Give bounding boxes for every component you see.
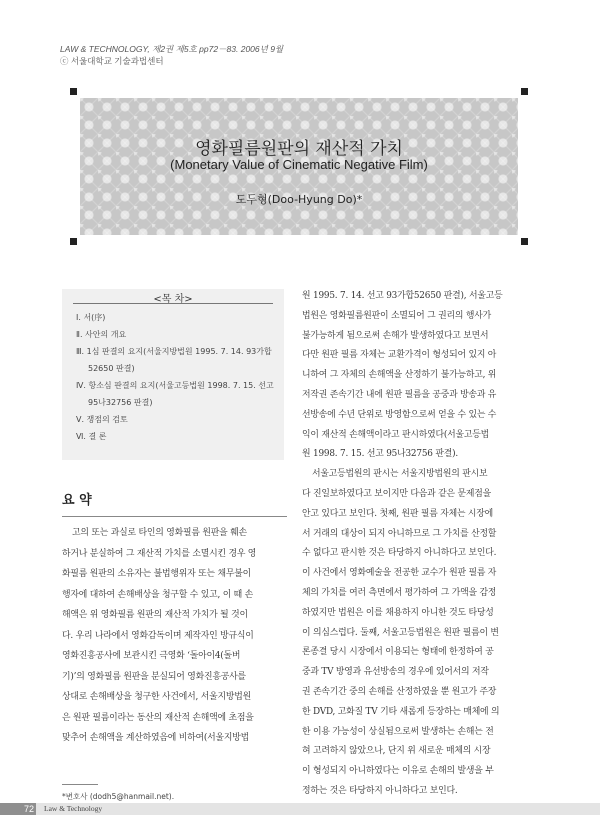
text-line: 하였지만 법원은 이를 채용하지 아니한 것도 타당성 <box>302 607 494 618</box>
corner-marker <box>521 88 528 95</box>
text-line: 한 DVD, 고화질 TV 기타 새롭게 등장하는 매체에 의 <box>302 706 500 717</box>
text-line: 저작권 존속기간 내에 원판 필름을 공중과 방송과 유 <box>302 389 497 400</box>
page-number: 72 <box>0 803 36 815</box>
text-line: 체의 가치를 여러 측면에서 평가하여 그 가액을 감정 <box>302 587 497 598</box>
text-line: 기)’의 영화필름 원판을 분실되어 영화진흥공사를 <box>62 671 246 682</box>
text-line: 영화진흥공사에 보관시킨 극영화 ‘돌아이4(돌버 <box>62 651 241 661</box>
toc-item: Ⅲ. 1심 판결의 요지(서울지방법원 1995. 7. 14. 93가합 <box>76 347 272 356</box>
toc-item: Ⅳ. 항소심 판결의 요지(서울고등법원 1998. 7. 15. 선고 <box>76 381 274 390</box>
toc-title: <목 차> <box>153 294 193 305</box>
toc-item: Ⅰ. 서(序) <box>76 313 106 322</box>
text-line: 다 진일보하였다고 보이지만 다음과 같은 문제점을 <box>302 488 491 499</box>
corner-marker <box>70 88 77 95</box>
table-of-contents <box>62 289 284 460</box>
text-line: 이 사건에서 영화예술을 전공한 교수가 원판 필름 자 <box>302 568 497 579</box>
text-line: 권 존속기간 중의 손해를 산정하였을 뿐 원고가 주장 <box>302 686 497 697</box>
toc-item: Ⅱ. 사안의 개요 <box>76 330 127 339</box>
text-line: 니하여 그 자체의 손해액을 산정하기 불가능하고, 위 <box>302 370 497 381</box>
author-line: 도두형(Doo-Hyung Do)* <box>235 193 363 206</box>
toc-item: Ⅵ. 결 론 <box>76 432 107 441</box>
text-line: 이 의심스럽다. 둘째, 서울고등법원은 원판 필름이 변 <box>302 627 499 638</box>
text-line: 서 거래의 대상이 되지 아니하므로 그 가치를 산정할 <box>302 528 497 539</box>
text-line: 행자에 대하여 손해배상을 청구할 수 있고, 이 때 손 <box>62 589 254 600</box>
footer-journal-name: Law & Technology <box>44 804 103 813</box>
text-line: 정하는 것은 타당하지 아니하다고 보인다. <box>302 785 458 796</box>
text-line: 한 이용 가능성이 상실됨으로써 발생하는 손해는 전 <box>302 726 494 737</box>
abstract-heading: 요 약 <box>62 493 92 508</box>
corner-marker <box>521 238 528 245</box>
text-line: 화필름 원판의 소유자는 불법행위자 또는 채무불이 <box>62 569 251 579</box>
abstract-divider <box>62 516 287 517</box>
text-line: 불가능하게 됨으로써 손해가 발생하였다고 보면서 <box>302 330 489 341</box>
text-line: 맞추어 손해액을 계산하였음에 비하여(서울지방법 <box>62 733 249 743</box>
text-line: 은 원판 필름이라는 동산의 재산적 손해액에 초점을 <box>62 712 254 723</box>
toc-item: Ⅴ. 쟁점의 검토 <box>76 415 128 424</box>
text-line: 하거나 분실하여 그 재산적 가치를 소멸시킨 경우 영 <box>62 548 257 559</box>
title-korean: 영화필름원판의 재산적 가치 <box>195 139 403 159</box>
toc-divider <box>73 303 273 304</box>
footnote-divider <box>62 784 98 785</box>
copyright-line: ⓒ 서울대학교 기술과법센터 <box>60 56 164 66</box>
corner-marker <box>70 238 77 245</box>
title-english: (Monetary Value of Cinematic Negative Film) <box>170 157 428 172</box>
text-line: 론종결 당시 시장에서 이용되는 형태에 한정하여 공 <box>302 647 494 658</box>
citation-line: LAW & TECHNOLOGY, 제2권 제5호 pp72－83. 2006년 9월 <box>60 44 284 54</box>
toc-item-continuation: 52650 판결) <box>88 364 135 373</box>
text-line: 해액은 위 영화필름 원판의 재산적 가치가 될 것이 <box>62 610 248 620</box>
abstract-body <box>62 523 287 749</box>
text-line: 상대로 손해배상을 청구한 사건에서, 서울지방법원 <box>62 692 251 702</box>
text-line: 고의 또는 과실로 타인의 영화필름 원판을 훼손 <box>72 528 247 538</box>
text-line: 원 1995. 7. 14. 선고 93가합52650 판결), 서울고등 <box>302 291 503 301</box>
journal-header <box>60 43 283 67</box>
text-line: 중과 TV 방영과 유선방송의 경우에 있어서의 저작 <box>302 667 489 678</box>
text-line: 이 형성되지 아니하였다는 이유로 손해의 발생을 부 <box>302 766 494 777</box>
text-line: 수 없다고 판시한 것은 타당하지 아니하다고 보인다. <box>302 548 497 559</box>
text-line: 혀 고려하지 않았으나, 단지 위 새로운 매체의 시장 <box>302 746 491 757</box>
footnote: *변호사 (dodh5@hanmail.net). <box>62 792 175 801</box>
text-line: 안고 있다고 보인다. 첫째, 원판 필름 자체는 시장에 <box>302 508 494 519</box>
text-line: 원 1998. 7. 15. 선고 95나32756 판결). <box>302 449 458 460</box>
text-line: 선방송에 수년 단위로 방영함으로써 얻을 수 있는 수 <box>302 409 497 420</box>
toc-item-continuation: 95나32756 판결) <box>88 398 153 407</box>
text-line: 다만 원판 필름 자체는 교환가격이 형성되어 있지 아 <box>302 350 497 361</box>
text-line: 익이 재산적 손해액이라고 판시하였다(서울고등법 <box>302 429 489 440</box>
text-line: 다. 우리 나라에서 영화감독이며 제작자인 방규식이 <box>62 630 254 641</box>
text-line: 서울고등법원의 판시는 서울지방법원의 판시보 <box>312 469 488 480</box>
text-line: 법원은 영화필름원판이 소멸되어 그 권리의 행사가 <box>302 310 491 321</box>
right-column-body <box>302 287 538 802</box>
